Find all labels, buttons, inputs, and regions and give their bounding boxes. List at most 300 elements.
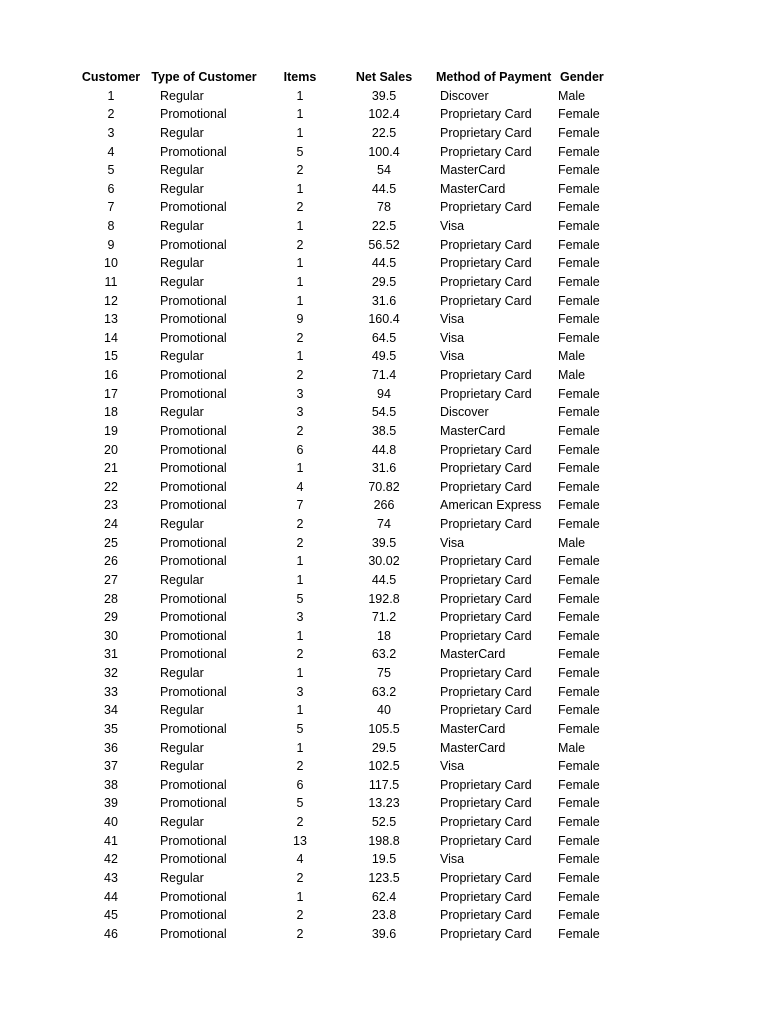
cell-gender: Female xyxy=(558,181,600,196)
cell-gender: Female xyxy=(558,591,600,606)
cell-net-sales: 70.82 xyxy=(368,479,400,494)
cell-method-of-payment: Proprietary Card xyxy=(440,628,532,643)
cell-customer: 4 xyxy=(107,144,115,159)
cell-customer: 17 xyxy=(104,386,118,401)
cell-net-sales: 100.4 xyxy=(368,144,400,159)
cell-type-of-customer: Regular xyxy=(160,88,204,103)
cell-method-of-payment: Proprietary Card xyxy=(440,684,532,699)
table-row xyxy=(80,757,620,776)
cell-net-sales: 71.4 xyxy=(371,368,397,382)
cell-type-of-customer: Promotional xyxy=(160,554,227,569)
cell-net-sales: 63.2 xyxy=(371,684,397,699)
header-customer: Customer xyxy=(81,70,141,84)
table-row xyxy=(80,888,620,907)
cell-customer: 22 xyxy=(104,479,118,494)
cell-items: 2 xyxy=(296,163,304,178)
header-items: Items xyxy=(283,70,317,84)
cell-customer: 41 xyxy=(104,833,118,848)
cell-method-of-payment: Proprietary Card xyxy=(440,908,532,923)
cell-items: 6 xyxy=(296,777,304,792)
cell-net-sales: 56.52 xyxy=(368,237,400,252)
cell-gender: Male xyxy=(558,88,586,103)
cell-items: 2 xyxy=(296,535,304,550)
cell-items: 1 xyxy=(296,461,304,476)
cell-net-sales: 23.8 xyxy=(371,908,397,923)
cell-method-of-payment: Proprietary Card xyxy=(440,274,532,289)
cell-type-of-customer: Promotional xyxy=(160,330,227,345)
cell-customer: 19 xyxy=(104,423,118,438)
cell-customer: 25 xyxy=(104,535,118,550)
cell-net-sales: 52.5 xyxy=(371,815,397,829)
table-row xyxy=(80,832,620,851)
cell-items: 1 xyxy=(296,88,304,103)
cell-gender: Female xyxy=(558,703,600,718)
cell-net-sales: 44.8 xyxy=(371,442,397,457)
cell-gender: Female xyxy=(558,442,600,457)
cell-gender: Female xyxy=(558,852,600,867)
cell-type-of-customer: Promotional xyxy=(160,293,227,308)
cell-gender: Male xyxy=(558,740,586,755)
cell-method-of-payment: Proprietary Card xyxy=(440,889,532,904)
cell-gender: Female xyxy=(558,628,600,643)
cell-items: 3 xyxy=(296,610,304,625)
cell-type-of-customer: Regular xyxy=(160,405,204,420)
cell-type-of-customer: Regular xyxy=(160,274,204,289)
cell-gender: Female xyxy=(558,721,600,736)
cell-type-of-customer: Promotional xyxy=(160,833,227,848)
table-row xyxy=(80,645,620,664)
cell-net-sales: 102.5 xyxy=(368,759,400,774)
cell-net-sales: 160.4 xyxy=(368,312,400,327)
cell-type-of-customer: Promotional xyxy=(160,777,227,792)
cell-gender: Female xyxy=(558,386,600,401)
cell-net-sales: 49.5 xyxy=(371,349,397,364)
cell-items: 1 xyxy=(296,666,304,680)
cell-items: 6 xyxy=(296,442,304,457)
cell-items: 1 xyxy=(296,293,304,308)
table-body xyxy=(80,87,620,944)
cell-customer: 12 xyxy=(104,293,118,308)
header-type-of-customer: Type of Customer xyxy=(151,70,257,84)
cell-items: 3 xyxy=(296,386,304,401)
cell-net-sales: 198.8 xyxy=(368,833,400,848)
table-row xyxy=(80,124,620,143)
cell-method-of-payment: Proprietary Card xyxy=(440,200,532,215)
cell-items: 2 xyxy=(296,423,304,438)
table-row xyxy=(80,198,620,217)
cell-customer: 45 xyxy=(104,908,118,923)
cell-customer: 20 xyxy=(104,442,118,457)
cell-net-sales: 22.5 xyxy=(371,125,397,140)
table-row xyxy=(80,739,620,758)
table-row xyxy=(80,850,620,869)
cell-items: 1 xyxy=(296,740,304,755)
cell-items: 1 xyxy=(296,219,304,233)
cell-gender: Female xyxy=(558,926,600,941)
cell-customer: 18 xyxy=(104,405,118,420)
cell-type-of-customer: Promotional xyxy=(160,796,227,811)
cell-customer: 2 xyxy=(107,107,115,122)
cell-gender: Female xyxy=(558,330,600,345)
cell-method-of-payment: Proprietary Card xyxy=(440,461,532,476)
cell-customer: 35 xyxy=(104,721,118,736)
cell-customer: 46 xyxy=(104,926,118,941)
table-row xyxy=(80,217,620,236)
cell-type-of-customer: Promotional xyxy=(160,479,227,494)
cell-type-of-customer: Promotional xyxy=(160,461,227,476)
cell-items: 3 xyxy=(296,684,304,699)
cell-method-of-payment: Proprietary Card xyxy=(440,144,532,159)
table-row xyxy=(80,701,620,720)
table-row xyxy=(80,869,620,888)
cell-type-of-customer: Promotional xyxy=(160,684,227,699)
table-row xyxy=(80,776,620,795)
cell-items: 2 xyxy=(296,908,304,923)
cell-net-sales: 31.6 xyxy=(371,461,397,476)
table-row xyxy=(80,347,620,366)
cell-items: 4 xyxy=(296,479,304,494)
cell-gender: Female xyxy=(558,870,600,885)
cell-gender: Female xyxy=(558,163,600,178)
cell-customer: 14 xyxy=(104,330,118,345)
cell-items: 5 xyxy=(296,796,304,811)
table-row xyxy=(80,534,620,553)
cell-items: 1 xyxy=(296,889,304,904)
cell-gender: Female xyxy=(558,815,600,829)
cell-gender: Female xyxy=(558,889,600,904)
cell-method-of-payment: Proprietary Card xyxy=(440,107,532,122)
cell-type-of-customer: Promotional xyxy=(160,107,227,122)
cell-customer: 33 xyxy=(104,684,118,699)
cell-items: 1 xyxy=(296,274,304,289)
cell-customer: 36 xyxy=(104,740,118,755)
cell-method-of-payment: Proprietary Card xyxy=(440,870,532,885)
table-row xyxy=(80,422,620,441)
cell-method-of-payment: Proprietary Card xyxy=(440,125,532,140)
table-row xyxy=(80,441,620,460)
cell-gender: Female xyxy=(558,274,600,289)
cell-customer: 44 xyxy=(104,889,118,904)
cell-items: 2 xyxy=(296,647,304,662)
cell-method-of-payment: Proprietary Card xyxy=(440,237,532,252)
cell-items: 2 xyxy=(296,368,304,382)
cell-items: 4 xyxy=(296,852,304,867)
cell-type-of-customer: Regular xyxy=(160,703,204,718)
cell-net-sales: 22.5 xyxy=(371,219,397,233)
cell-customer: 27 xyxy=(104,572,118,587)
cell-net-sales: 102.4 xyxy=(368,107,400,122)
cell-type-of-customer: Promotional xyxy=(160,237,227,252)
cell-customer: 39 xyxy=(104,796,118,811)
cell-items: 2 xyxy=(296,926,304,941)
cell-gender: Female xyxy=(558,312,600,327)
cell-net-sales: 64.5 xyxy=(371,330,397,345)
table-row xyxy=(80,683,620,702)
cell-type-of-customer: Promotional xyxy=(160,200,227,215)
cell-type-of-customer: Promotional xyxy=(160,442,227,457)
cell-customer: 23 xyxy=(104,498,118,513)
cell-net-sales: 18 xyxy=(377,628,391,643)
cell-net-sales: 38.5 xyxy=(371,423,397,438)
table-row xyxy=(80,571,620,590)
cell-items: 1 xyxy=(296,125,304,140)
cell-method-of-payment: Visa xyxy=(440,535,465,550)
cell-customer: 37 xyxy=(104,759,118,774)
cell-gender: Female xyxy=(558,647,600,662)
cell-net-sales: 54.5 xyxy=(371,405,397,420)
cell-items: 1 xyxy=(296,256,304,271)
cell-items: 1 xyxy=(296,572,304,587)
cell-net-sales: 29.5 xyxy=(371,274,397,289)
cell-customer: 5 xyxy=(107,163,115,178)
cell-type-of-customer: Regular xyxy=(160,163,204,178)
table-row xyxy=(80,329,620,348)
cell-gender: Female xyxy=(558,517,600,531)
cell-type-of-customer: Promotional xyxy=(160,628,227,643)
cell-type-of-customer: Promotional xyxy=(160,144,227,159)
cell-method-of-payment: Proprietary Card xyxy=(440,815,532,829)
cell-customer: 29 xyxy=(104,610,118,625)
cell-customer: 43 xyxy=(104,870,118,885)
cell-gender: Female xyxy=(558,833,600,848)
cell-customer: 16 xyxy=(104,368,118,382)
cell-gender: Female xyxy=(558,759,600,774)
cell-type-of-customer: Regular xyxy=(160,740,204,755)
cell-customer: 42 xyxy=(104,852,118,867)
table-row xyxy=(80,105,620,124)
table-row xyxy=(80,292,620,311)
cell-gender: Female xyxy=(558,219,600,233)
cell-net-sales: 54 xyxy=(377,163,391,178)
cell-gender: Female xyxy=(558,237,600,252)
cell-method-of-payment: Proprietary Card xyxy=(440,256,532,271)
cell-customer: 21 xyxy=(104,461,118,476)
table-row xyxy=(80,403,620,422)
table-row xyxy=(80,180,620,199)
cell-customer: 26 xyxy=(104,554,118,569)
cell-method-of-payment: Proprietary Card xyxy=(440,591,532,606)
cell-items: 2 xyxy=(296,200,304,215)
cell-method-of-payment: Proprietary Card xyxy=(440,833,532,848)
cell-customer: 8 xyxy=(107,219,115,233)
cell-customer: 32 xyxy=(104,666,118,680)
table-row xyxy=(80,310,620,329)
cell-customer: 10 xyxy=(104,256,118,271)
cell-customer: 34 xyxy=(104,703,118,718)
header-method-of-payment: Method of Payment xyxy=(436,70,552,84)
customer-sales-table xyxy=(80,68,620,943)
cell-items: 1 xyxy=(296,554,304,569)
table-row xyxy=(80,273,620,292)
cell-net-sales: 30.02 xyxy=(368,554,400,569)
cell-type-of-customer: Regular xyxy=(160,181,204,196)
cell-method-of-payment: Proprietary Card xyxy=(440,368,532,382)
cell-type-of-customer: Regular xyxy=(160,517,204,531)
table-row xyxy=(80,813,620,832)
table-row xyxy=(80,496,620,515)
cell-items: 2 xyxy=(296,759,304,774)
table-row xyxy=(80,478,620,497)
cell-customer: 24 xyxy=(104,517,118,531)
cell-gender: Female xyxy=(558,666,600,680)
cell-net-sales: 78 xyxy=(377,200,391,215)
cell-method-of-payment: Proprietary Card xyxy=(440,666,532,680)
cell-type-of-customer: Promotional xyxy=(160,889,227,904)
cell-type-of-customer: Promotional xyxy=(160,721,227,736)
cell-gender: Female xyxy=(558,293,600,308)
cell-customer: 7 xyxy=(107,200,115,215)
cell-type-of-customer: Promotional xyxy=(160,852,227,867)
cell-gender: Female xyxy=(558,479,600,494)
table-header-row xyxy=(80,68,620,87)
cell-gender: Female xyxy=(558,461,600,476)
cell-type-of-customer: Promotional xyxy=(160,312,227,327)
cell-gender: Female xyxy=(558,144,600,159)
cell-customer: 15 xyxy=(104,349,118,364)
cell-customer: 1 xyxy=(107,88,115,103)
cell-method-of-payment: Proprietary Card xyxy=(440,554,532,569)
cell-items: 9 xyxy=(296,312,304,327)
cell-net-sales: 74 xyxy=(377,517,391,531)
cell-method-of-payment: Visa xyxy=(440,330,465,345)
table-row xyxy=(80,459,620,478)
cell-method-of-payment: Discover xyxy=(440,88,489,103)
cell-method-of-payment: Proprietary Card xyxy=(440,796,532,811)
cell-gender: Female xyxy=(558,405,600,420)
cell-type-of-customer: Regular xyxy=(160,349,204,364)
cell-gender: Female xyxy=(558,498,600,513)
cell-items: 5 xyxy=(296,721,304,736)
table-row xyxy=(80,720,620,739)
cell-method-of-payment: Visa xyxy=(440,349,465,364)
cell-type-of-customer: Promotional xyxy=(160,591,227,606)
cell-method-of-payment: Proprietary Card xyxy=(440,926,532,941)
cell-method-of-payment: Proprietary Card xyxy=(440,442,532,457)
table-row xyxy=(80,906,620,925)
table-row xyxy=(80,366,620,385)
table-row xyxy=(80,664,620,683)
cell-items: 2 xyxy=(296,517,304,531)
cell-net-sales: 31.6 xyxy=(371,293,397,308)
cell-customer: 40 xyxy=(104,815,118,829)
cell-method-of-payment: American Express xyxy=(440,498,542,513)
cell-method-of-payment: Visa xyxy=(440,852,465,867)
cell-net-sales: 44.5 xyxy=(371,256,397,271)
cell-items: 5 xyxy=(296,144,304,159)
cell-method-of-payment: Visa xyxy=(440,312,465,327)
cell-type-of-customer: Promotional xyxy=(160,926,227,941)
cell-net-sales: 29.5 xyxy=(371,740,397,755)
cell-net-sales: 13.23 xyxy=(368,796,400,811)
cell-method-of-payment: MasterCard xyxy=(440,647,506,662)
cell-customer: 28 xyxy=(104,591,118,606)
cell-gender: Male xyxy=(558,349,586,364)
cell-type-of-customer: Promotional xyxy=(160,368,227,382)
cell-gender: Female xyxy=(558,554,600,569)
cell-items: 2 xyxy=(296,237,304,252)
cell-gender: Female xyxy=(558,107,600,122)
table-row xyxy=(80,143,620,162)
cell-net-sales: 19.5 xyxy=(371,852,397,867)
cell-customer: 6 xyxy=(107,181,115,196)
cell-method-of-payment: Visa xyxy=(440,759,465,774)
table-row xyxy=(80,552,620,571)
cell-gender: Female xyxy=(558,908,600,923)
table-row xyxy=(80,236,620,255)
cell-items: 13 xyxy=(293,833,307,848)
cell-type-of-customer: Promotional xyxy=(160,386,227,401)
cell-items: 1 xyxy=(296,349,304,364)
cell-customer: 11 xyxy=(104,274,118,289)
cell-method-of-payment: Proprietary Card xyxy=(440,777,532,792)
cell-items: 1 xyxy=(296,107,304,122)
table-row xyxy=(80,161,620,180)
cell-items: 7 xyxy=(296,498,304,513)
cell-method-of-payment: MasterCard xyxy=(440,163,506,178)
cell-customer: 9 xyxy=(107,237,115,252)
cell-gender: Male xyxy=(558,535,586,550)
cell-type-of-customer: Promotional xyxy=(160,535,227,550)
cell-net-sales: 94 xyxy=(377,386,391,401)
table-row xyxy=(80,254,620,273)
cell-type-of-customer: Promotional xyxy=(160,498,227,513)
cell-net-sales: 75 xyxy=(377,666,391,680)
cell-type-of-customer: Promotional xyxy=(160,610,227,625)
cell-type-of-customer: Regular xyxy=(160,125,204,140)
cell-type-of-customer: Regular xyxy=(160,572,204,587)
cell-gender: Female xyxy=(558,777,600,792)
cell-method-of-payment: MasterCard xyxy=(440,423,506,438)
cell-items: 1 xyxy=(296,181,304,196)
cell-method-of-payment: Proprietary Card xyxy=(440,610,532,625)
header-net-sales: Net Sales xyxy=(355,70,413,84)
cell-type-of-customer: Promotional xyxy=(160,423,227,438)
table-row xyxy=(80,608,620,627)
cell-net-sales: 39.5 xyxy=(371,535,397,550)
cell-customer: 30 xyxy=(104,628,118,643)
cell-net-sales: 192.8 xyxy=(368,591,400,606)
cell-gender: Female xyxy=(558,423,600,438)
cell-net-sales: 63.2 xyxy=(371,647,397,662)
cell-customer: 13 xyxy=(104,312,118,327)
cell-type-of-customer: Regular xyxy=(160,870,204,885)
cell-net-sales: 40 xyxy=(377,703,391,718)
cell-items: 2 xyxy=(296,330,304,345)
cell-net-sales: 44.5 xyxy=(371,572,397,587)
cell-items: 1 xyxy=(296,628,304,643)
cell-customer: 38 xyxy=(104,777,118,792)
cell-net-sales: 117.5 xyxy=(368,777,400,792)
cell-type-of-customer: Regular xyxy=(160,815,204,829)
cell-items: 5 xyxy=(296,591,304,606)
cell-type-of-customer: Regular xyxy=(160,666,204,680)
table-row xyxy=(80,794,620,813)
header-gender: Gender xyxy=(560,70,604,84)
cell-net-sales: 62.4 xyxy=(371,889,397,904)
cell-gender: Female xyxy=(558,684,600,699)
cell-method-of-payment: Proprietary Card xyxy=(440,572,532,587)
cell-net-sales: 123.5 xyxy=(368,870,400,885)
cell-items: 2 xyxy=(296,815,304,829)
table-row xyxy=(80,627,620,646)
cell-type-of-customer: Promotional xyxy=(160,908,227,923)
cell-gender: Female xyxy=(558,572,600,587)
cell-method-of-payment: MasterCard xyxy=(440,740,506,755)
cell-method-of-payment: Proprietary Card xyxy=(440,517,532,531)
cell-method-of-payment: MasterCard xyxy=(440,721,506,736)
cell-items: 3 xyxy=(296,405,304,420)
table-row xyxy=(80,87,620,106)
